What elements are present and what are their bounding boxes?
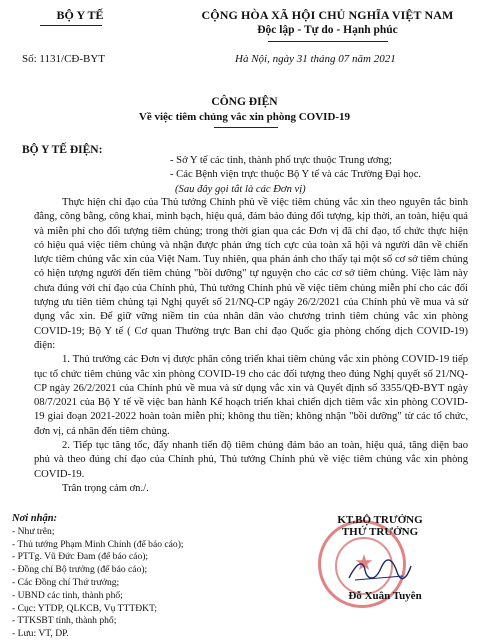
document-body xyxy=(34,196,468,496)
signer-name: Đỗ Xuân Tuyên xyxy=(348,590,422,602)
distribution-item: - UBND các tỉnh, thành phố; xyxy=(12,589,123,601)
body-intro-paragraph: Thực hiện chỉ đạo của Thủ tướng Chính phủ về việc tiêm chủng vắc xin theo nguyên tắc bình đẳng, công bằng, công khai, minh bạch, hiệu quả, đảm bảo đúng đối tượng, kịp thời, an toàn, hiệu quả và miễn phí cho đối tượng tiêm chủng; trong thời gian qua các Đơn vị đã chỉ đạo, tổ chức thực hiện có hiệu quả việc tiêm chủng và nhận được phản ứng tích cực của toàn xã hội và người dân về chiến lược tiêm chủng vắc xin của Việt Nam. Tuy nhiên, qua phản ánh cho thấy tại một số cơ sở tiêm chủng có hiện tượng người đến tiêm chủng "bồi dưỡng" tự nguyện cho các cơ sở tiêm chủng. Việc làm này chưa đúng với chỉ đạo của Chính phủ, Thủ tướng Chính phủ về việc tiêm chủng miễn phí cho các đối tượng ưu tiên tiêm chủng tại Nghị quyết số 21/NQ-CP ngày 26/2/2021 của Chính phủ về mua và sử dụng vắc xin. Để giữ vững niềm tin của nhân dân vào chương trình tiêm chủng vắc xin phòng COVID-19; Bộ Y tế ( Cơ quan Thường trực Ban chỉ đạo Quốc gia phòng chống dịch COVID-19) điện: xyxy=(34,197,468,351)
recipients-note: (Sau đây gọi tắt là các Đơn vị) xyxy=(175,183,306,195)
recipients-block xyxy=(170,154,470,197)
handwritten-signature xyxy=(345,556,415,586)
distribution-list xyxy=(12,513,232,641)
document-number: Số: 1131/CĐ-BYT xyxy=(22,53,106,65)
distribution-item: - Thủ tướng Phạm Minh Chính (để báo cáo); xyxy=(12,538,184,550)
signer-title-2: THỨ TRƯỞNG xyxy=(341,526,419,538)
seal-star-icon: ★ xyxy=(354,551,374,576)
body-item-1: 1. Thủ trưởng các Đơn vị được phân công triển khai tiêm chủng vắc xin phòng COVID-19 tiếp tục tổ chức tiêm chủng vắc xin phòng COVID-19 cho các đối tượng theo đúng Nghị quyết số 21/NQ-CP ngày 26/2/2021 của Chính phủ về mua và sử dụng vắc xin và Quyết định số 3355/QĐ-BYT ngày 08/7/2021 của Bộ Y tế về việc ban hành Kế hoạch triển khai chiến dịch tiêm vắc xin phòng COVID-19 giai đoạn 2021-2022 hoàn toàn miễn phí; không thu tiền; không nhận "bồi dưỡng" từ các tổ chức, đơn vị, cá nhân đến tiêm chủng. xyxy=(34,354,468,437)
document-subject: Về việc tiêm chủng vắc xin phòng COVID-19 xyxy=(138,111,351,123)
ministry-underline xyxy=(40,25,102,26)
body-item-2: 2. Tiếp tục tăng tốc, đẩy nhanh tiến độ tiêm chủng đảm bảo an toàn, hiệu quả, tăng diện bao phủ và theo đúng chỉ đạo của Chính phủ, Thủ tướng Chính phủ về việc tiêm chủng vắc xin phòng COVID-19. xyxy=(34,440,468,480)
recipient-line: - Các Bệnh viện trực thuộc Bộ Y tế và các Trường Đại học. xyxy=(170,169,422,181)
national-motto: Độc lập - Tự do - Hạnh phúc xyxy=(257,24,398,36)
national-name: CỘNG HÒA XÃ HỘI CHỦ NGHĨA VIỆT NAM xyxy=(201,8,454,22)
distribution-label: Nơi nhận: xyxy=(12,513,58,524)
document-type-title: CÔNG ĐIỆN xyxy=(211,96,278,108)
subject-underline xyxy=(214,127,278,128)
distribution-item: - Như trên; xyxy=(12,525,55,537)
signer-block xyxy=(305,514,455,538)
distribution-item: - TTKSBT tỉnh, thành phố; xyxy=(12,615,117,627)
signer-title-1: KT.BỘ TRƯỞNG xyxy=(337,514,423,526)
motto-underline xyxy=(268,41,388,42)
sender-heading: BỘ Y TẾ ĐIỆN: xyxy=(22,144,103,156)
distribution-item: - Các Đồng chí Thứ trưởng; xyxy=(12,576,120,588)
distribution-item: - Cục: YTDP, QLKCB, Vụ TTTĐKT; xyxy=(12,602,158,614)
place-and-date: Hà Nội, ngày 31 tháng 07 năm 2021 xyxy=(235,53,396,65)
recipient-line: - Sở Y tế các tỉnh, thành phố trực thuộc Trung ương; xyxy=(170,155,392,166)
ministry-name: BỘ Y TẾ xyxy=(56,8,104,22)
distribution-item: - Đồng chí Bộ trưởng (để báo cáo); xyxy=(12,564,148,576)
closing-line: Trân trọng cảm ơn./. xyxy=(62,482,149,494)
distribution-item: - Lưu: VT, DP. xyxy=(12,628,69,640)
distribution-item: - PTTg. Vũ Đức Đam (để báo cáo); xyxy=(12,551,149,563)
